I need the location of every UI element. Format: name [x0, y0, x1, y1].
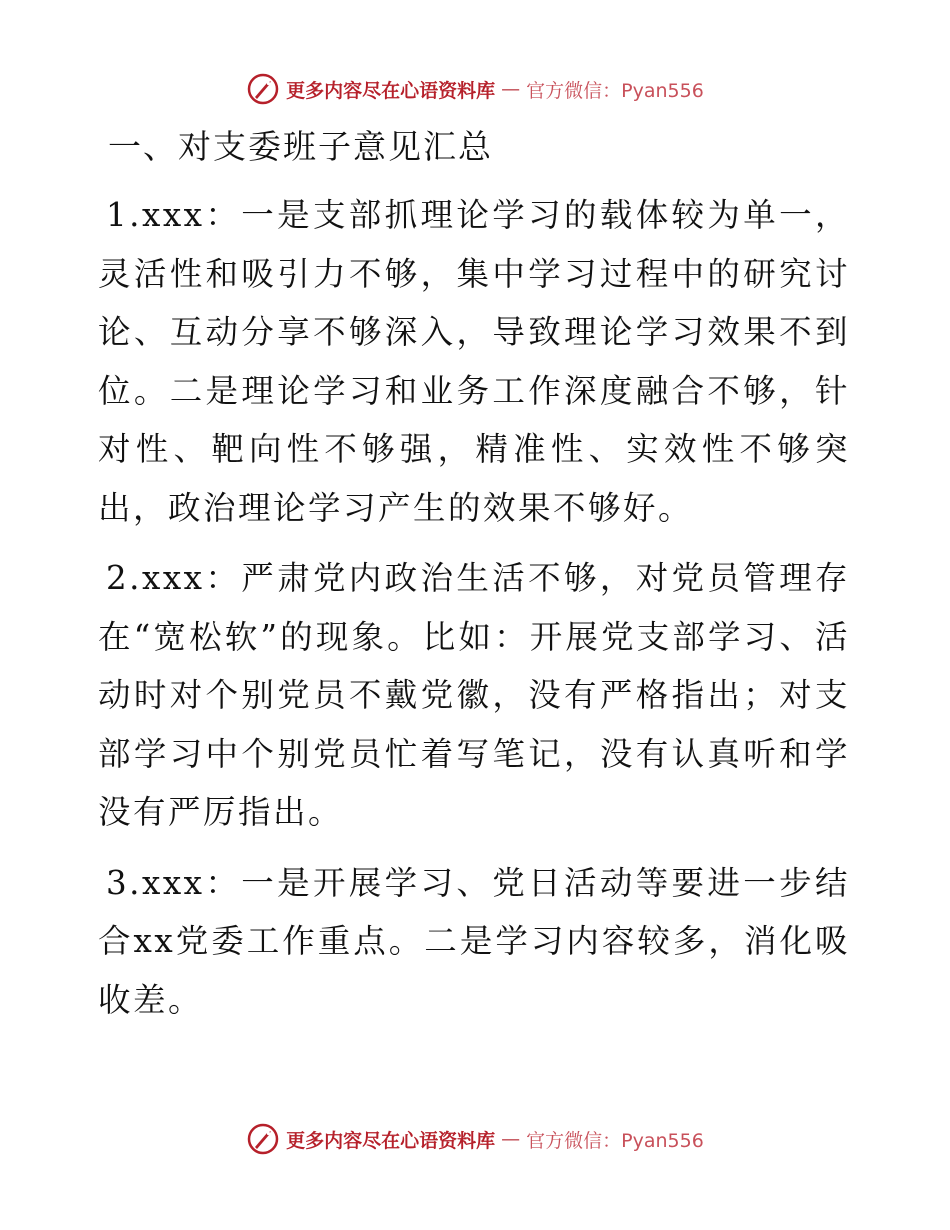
watermark-text: 更多内容尽在心语资料库	[286, 79, 496, 102]
header-watermark	[0, 72, 950, 106]
opinion-item-1: 1.xxx：一是支部抓理论学习的载体较为单一，灵活性和吸引力不够，集中学习过程中的研究讨论、互动分享不够深入，导致理论学习效果不到位。二是理论学习和业务工作深度融合不够，针对性、靶向性不够强，精准性、实效性不够突出，政治理论学习产生的效果不够好。	[98, 196, 850, 527]
document-body	[98, 122, 850, 1041]
footer-watermark	[0, 1122, 950, 1156]
watermark-separator: —	[501, 78, 521, 100]
opinion-item-3: 3.xxx：一是开展学习、党日活动等要进一步结合xx党委工作重点。二是学习内容较多，消化吸收差。	[98, 863, 850, 1019]
section-heading: 一、对支委班子意见汇总	[108, 127, 493, 166]
pen-nib-logo-icon	[246, 72, 280, 106]
watermark-contact: 官方微信：Pyan556	[526, 79, 704, 102]
pen-nib-logo-icon	[246, 1122, 280, 1156]
watermark-separator: —	[501, 1128, 521, 1150]
watermark-text: 更多内容尽在心语资料库	[286, 1129, 496, 1152]
opinion-item-2: 2.xxx：严肃党内政治生活不够，对党员管理存在“宽松软”的现象。比如：开展党支部学习、活动时对个别党员不戴党徽，没有严格指出；对支部学习中个别党员忙着写笔记，没有认真听和学没有严厉指出。	[98, 559, 850, 831]
watermark-contact: 官方微信：Pyan556	[526, 1129, 704, 1152]
